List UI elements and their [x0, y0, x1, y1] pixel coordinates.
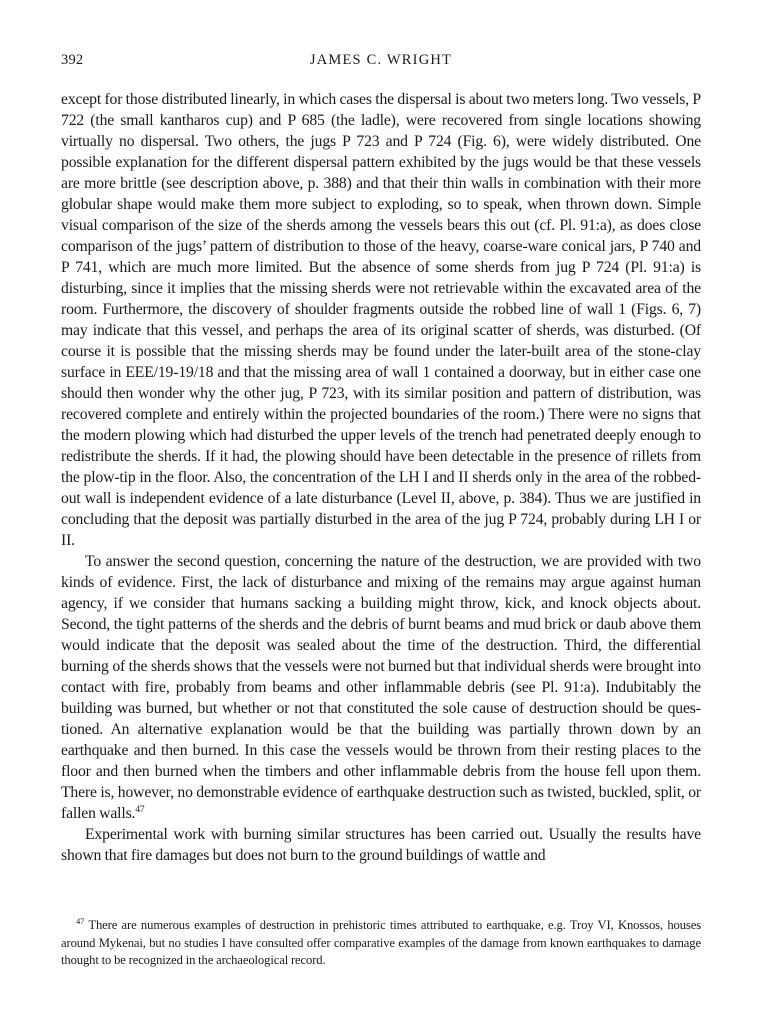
- footnote-reference[interactable]: 47: [135, 805, 145, 815]
- paragraph-2-text: To answer the second question, concerning the nature of the destruction, we are provided with two kinds of evidence. First, the lack of disturbance and mixing of the remains may argue against human agency, if we consider that humans sacking a building might throw, kick, and knock objects about. Second, the tight patterns of the sherds and the debris of burnt beams and mud brick or daub above them would indicate that the deposit was sealed about the time of the destruction. Third, the differential burning of the sherds shows that the vessels were not burned but that individual sherds were brought into contact with fire, probably from beams and other inflammable debris (see Pl. 91:a). Indubitably the building was burned, but whether or not that constituted the sole cause of destruction should be questioned. An alternative explanation would be that the building was partially thrown down by an earthquake and then burned. In this case the vessels would be thrown from their resting places to the floor and then burned when the timbers and other inflammable debris from the house fell upon them. There is, however, no demonstrable evidence of earthquake destruction such as twisted, buckled, split, or fallen walls.: [61, 553, 701, 822]
- footnote-number: 47: [76, 916, 85, 926]
- paragraph-2: [61, 551, 701, 824]
- footnote-text: There are numerous examples of destruction in prehistoric times attributed to earthquake, e.g. Troy VI, Knossos, houses around Mykenai, but no studies I have consulted offer comparative examples of the damage from known earthquakes to damage thought to be recognized in the archaeological record.: [61, 918, 701, 967]
- body-text: [61, 89, 701, 866]
- footnote: [61, 917, 701, 970]
- paragraph-1: except for those distributed linearly, in which cases the dispersal is about two meters long. Two vessels, P 722 (the small kantharos cup) and P 685 (the ladle), were recovered from single locations showing virtually no dispersal. Two others, the jugs P 723 and P 724 (Fig. 6), were widely distributed. One possible explanation for the different dispersal pattern exhibited by the jugs would be that these vessels are more brittle (see description above, p. 388) and that their thin walls in combination with their more globular shape would make them more subject to exploding, so to speak, when thrown down. Simple visual comparison of the size of the sherds among the vessels bears this out (cf. Pl. 91:a), as does close comparison of the jugs’ pattern of distribution to those of the heavy, coarse-ware conical jars, P 740 and P 741, which are much more limited. But the absence of some sherds from jug P 724 (Pl. 91:a) is disturbing, since it implies that the missing sherds were not retrievable within the excavated area of the room. Furthermore, the discovery of shoulder fragments outside the robbed line of wall 1 (Figs. 6, 7) may indicate that this vessel, and perhaps the area of its original scatter of sherds, was disturbed. (Of course it is possible that the missing sherds may be found under the later-built area of the stone-clay surface in EEE/19-19/18 and that the missing area of wall 1 contained a doorway, but in either case one should then wonder why the other jug, P 723, with its similar position and pattern of distribution, was recovered complete and entirely within the projected boundaries of the room.) There were no signs that the modern plowing which had disturbed the upper levels of the trench had penetrated deeply enough to redistribute the sherds. If it had, the plowing should have been detectable in the presence of rillets from the plow-tip in the floor. Also, the concentration of the LH I and II sherds only in the area of the robbed-out wall is independent evidence of a late disturbance (Level II, above, p. 384). Thus we are justified in concluding that the deposit was partially disturbed in the area of the jug P 724, probably during LH I or II.: [61, 91, 701, 549]
- page-number: 392: [61, 52, 84, 68]
- running-head: [61, 52, 701, 72]
- paragraph-3: Experimental work with burning similar structures has been carried out. Usually the results have shown that fire damages but does not burn to the ground buildings of wattle and: [61, 826, 701, 864]
- running-title: JAMES C. WRIGHT: [309, 52, 453, 68]
